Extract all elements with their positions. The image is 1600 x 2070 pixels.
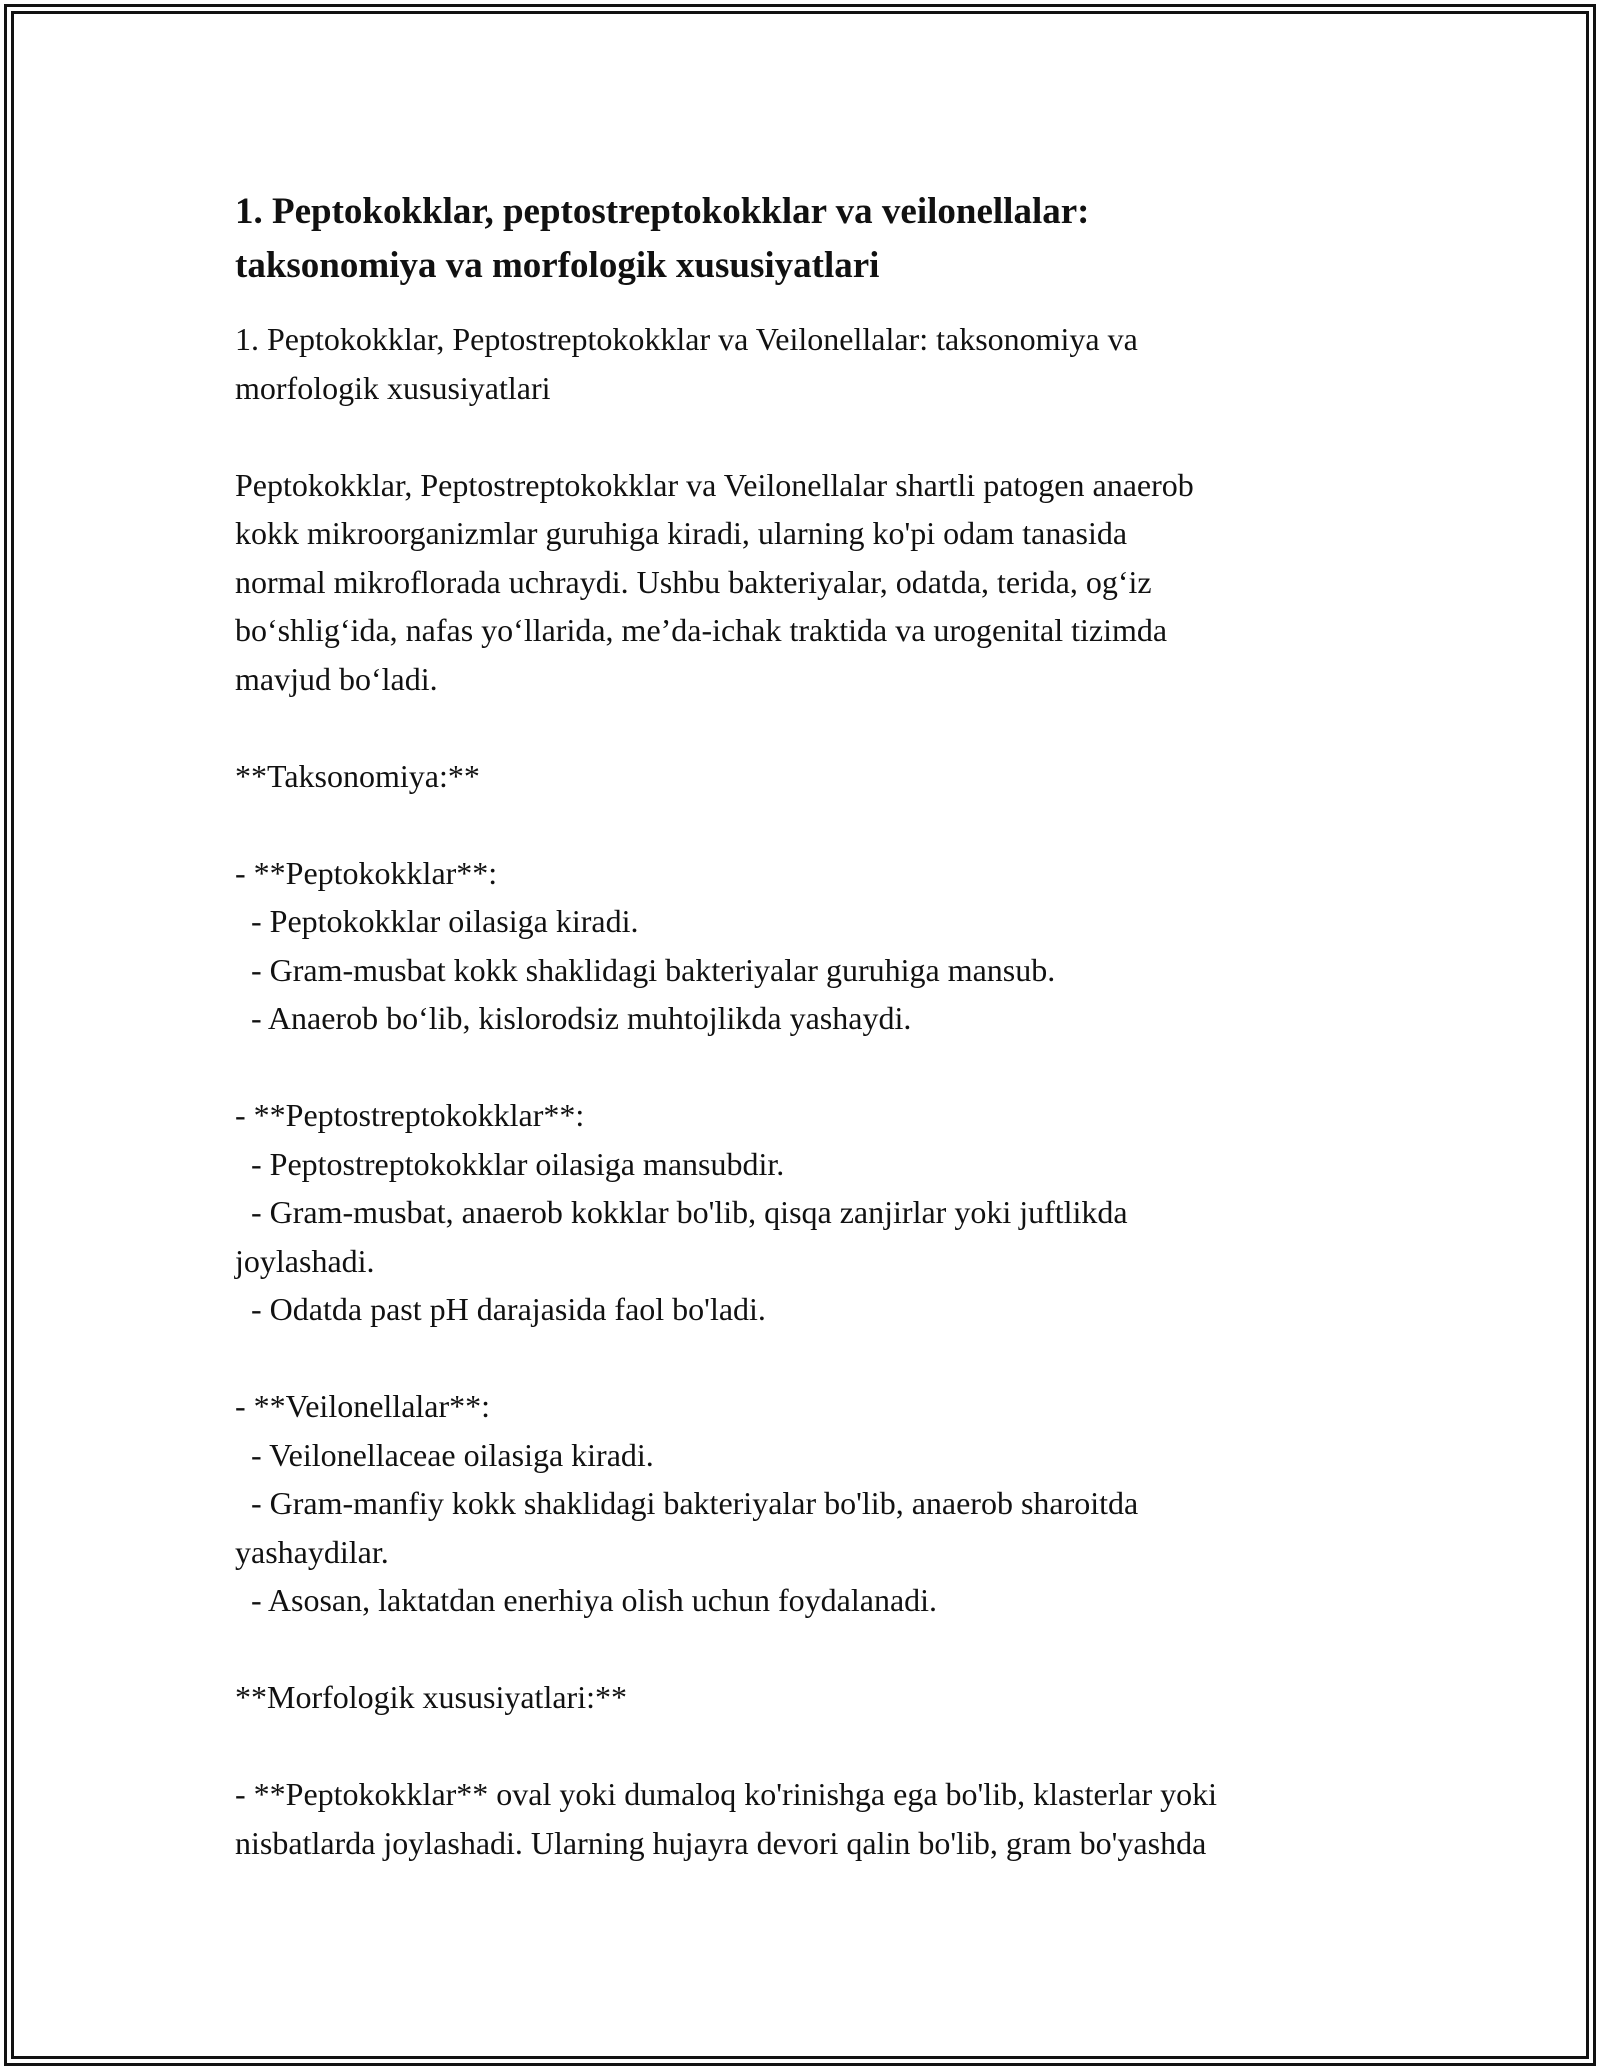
- body-line: [235, 1334, 1395, 1383]
- body-line: - Gram-musbat, anaerob kokklar bo'lib, qisqa zanjirlar yoki juftlikda: [235, 1194, 1128, 1230]
- body-line: - Peptostreptokokklar oilasiga mansubdir.: [235, 1145, 785, 1182]
- body-line: **Taksonomiya:**: [235, 757, 480, 794]
- body-line: kokk mikroorganizmlar guruhiga kiradi, ularning ko'pi odam tanasida: [235, 515, 1128, 551]
- body-line: [235, 1625, 1395, 1674]
- body-line: yashaydilar.: [235, 1533, 389, 1570]
- body-line: - Asosan, laktatdan enerhiya olish uchun foydalanadi.: [235, 1582, 938, 1618]
- body-line: [235, 1722, 1395, 1771]
- body-line: [235, 703, 1395, 752]
- body-line: - Anaerob bo‘lib, kislorodsiz muhtojlikda yashaydi.: [235, 1000, 912, 1036]
- body-line: - Veilonellaceae oilasiga kiradi.: [235, 1436, 654, 1473]
- body-line: - **Peptostreptokokklar**:: [235, 1097, 585, 1133]
- body-line: - **Peptokokklar**:: [235, 854, 498, 891]
- body-line: - Gram-musbat kokk shaklidagi bakteriyalar guruhiga mansub.: [235, 951, 1056, 988]
- title-line: taksonomiya va morfologik xususiyatlari: [235, 245, 880, 286]
- body-line: mavjud bo‘ladi.: [235, 660, 438, 697]
- body-line: nisbatlarda joylashadi. Ularning hujayra devori qalin bo'lib, gram bo'yashda: [235, 1824, 1207, 1861]
- body-line: morfologik xususiyatlari: [235, 369, 551, 406]
- body-line: **Morfologik xususiyatlari:**: [235, 1679, 627, 1715]
- document-body: [235, 315, 1395, 1867]
- body-line: - Peptokokklar oilasiga kiradi.: [235, 903, 639, 939]
- body-line: normal mikroflorada uchraydi. Ushbu bakteriyalar, odatda, terida, og‘iz: [235, 563, 1152, 600]
- body-line: - **Veilonellalar**:: [235, 1388, 491, 1424]
- body-line: - Odatda past pH darajasida faol bo'ladi.: [235, 1291, 766, 1327]
- title-line: 1. Peptokokklar, peptostreptokokklar va veilonellalar:: [235, 191, 1090, 232]
- body-line: Peptokokklar, Peptostreptokokklar va Veilonellalar shartli patogen anaerob: [235, 466, 1194, 503]
- document-title: [235, 185, 1395, 293]
- body-line: [235, 412, 1395, 461]
- body-line: joylashadi.: [235, 1242, 375, 1279]
- body-line: - **Peptokokklar** oval yoki dumaloq ko'rinishga ega bo'lib, klasterlar yoki: [235, 1776, 1218, 1812]
- body-line: [235, 1043, 1395, 1092]
- body-line: bo‘shlig‘ida, nafas yo‘llarida, me’da-ichak traktida va urogenital tizimda: [235, 612, 1168, 648]
- document-content: [235, 185, 1395, 1867]
- body-line: [235, 800, 1395, 849]
- body-line: - Gram-manfiy kokk shaklidagi bakteriyalar bo'lib, anaerob sharoitda: [235, 1485, 1139, 1521]
- body-line: 1. Peptokokklar, Peptostreptokokklar va Veilonellalar: taksonomiya va: [235, 321, 1138, 357]
